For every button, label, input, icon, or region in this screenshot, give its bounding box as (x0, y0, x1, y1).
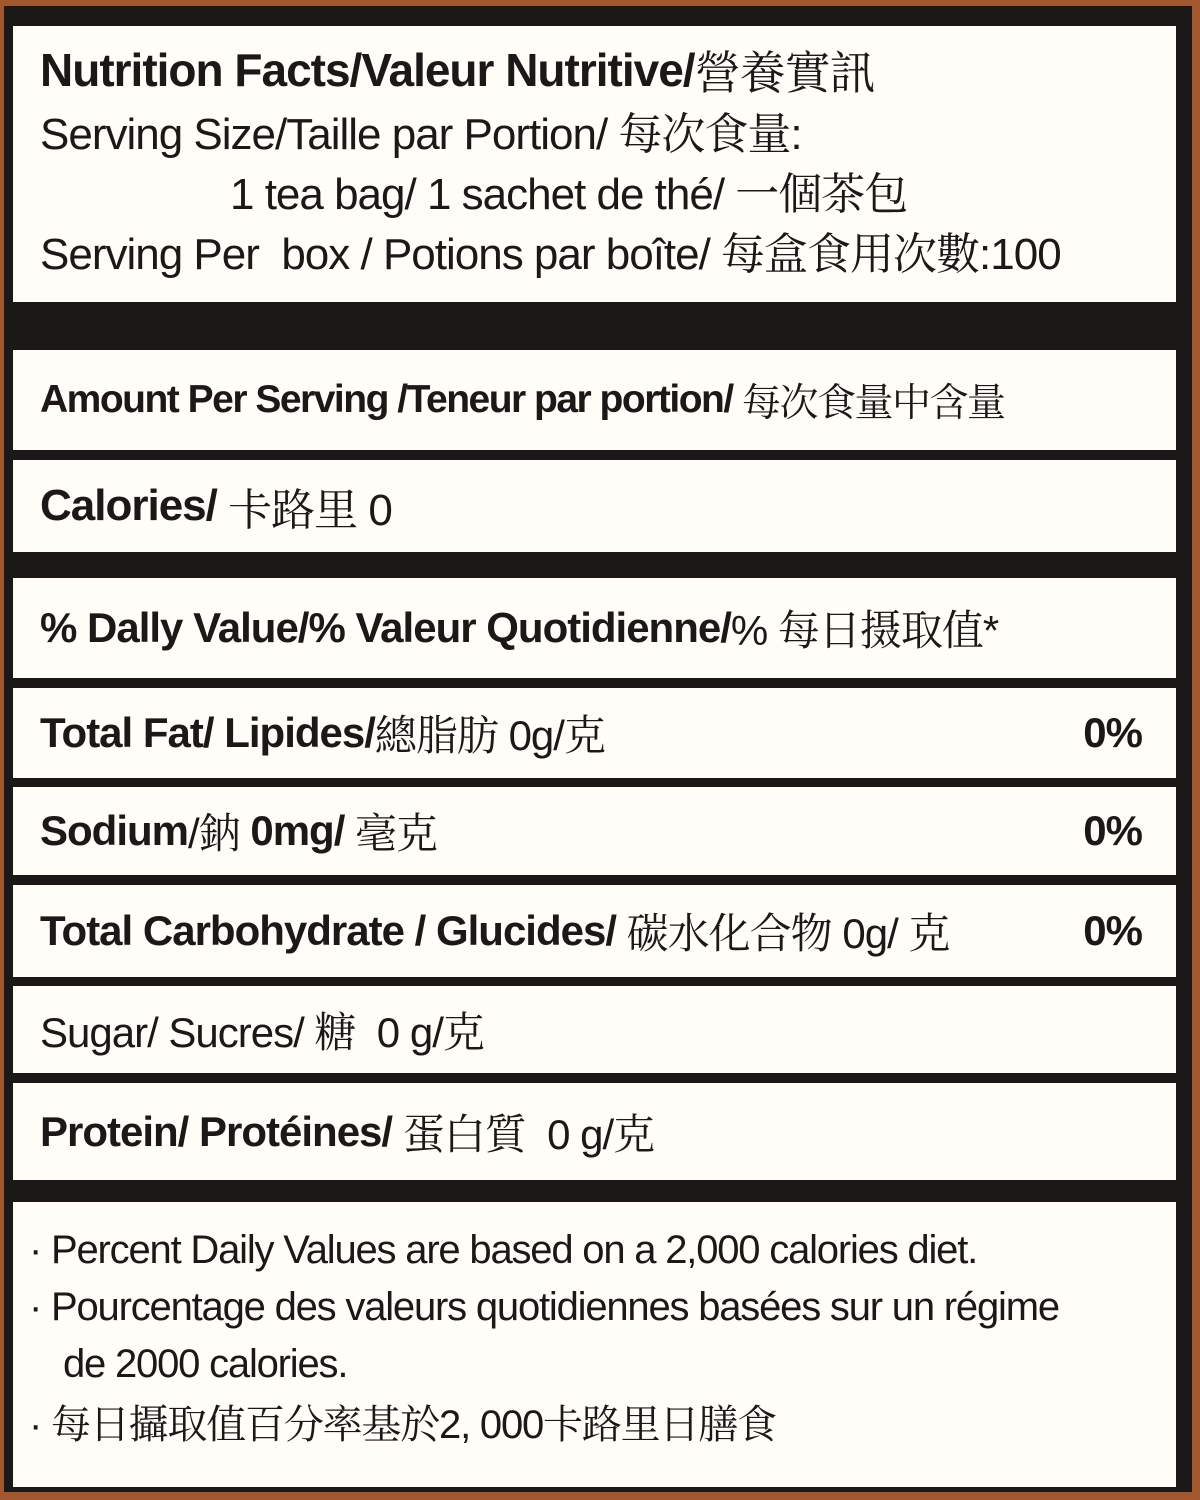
serving-size-line: Serving Size/Taille par Portion/ 每次食量: (40, 110, 802, 159)
total-carbohydrate-row: Total Carbohydrate / Glucides/ 碳水化合物 0g/ 克 0% (40, 907, 1142, 957)
sodium-section (13, 787, 1176, 875)
total-fat-section (13, 688, 1176, 778)
calories-row: Calories/ 卡路里 0 (40, 481, 392, 535)
daily-value-header-section (13, 578, 1176, 678)
footnotes-section (13, 1202, 1176, 1487)
protein-row: Protein/ Protéines/ 蛋白質 0 g/克 (40, 1107, 655, 1158)
total-fat-row: Total Fat/ Lipides/ 總脂肪 0g/克 0% (40, 709, 1142, 759)
footnote-percent-daily-values-zh: · 每日攝取值百分率基於2, 000卡路里日膳食 (29, 1403, 776, 1447)
protein-section (13, 1083, 1176, 1180)
amount-per-serving-section (13, 350, 1176, 450)
footnote-percent-daily-values-fr-cont: de 2000 calories. (63, 1342, 348, 1386)
footnote-percent-daily-values-fr: · Pourcentage des valeurs quotidiennes basées sur un régime (29, 1285, 1059, 1329)
sodium-row: Sodium /鈉 0mg/ 毫克 0% (40, 807, 1142, 857)
sugar-row: Sugar/ Sucres/ 糖 0 g/克 (40, 1008, 484, 1056)
header-section (13, 26, 1176, 302)
total-carbohydrate-section (13, 885, 1176, 977)
title-text-zh: 營養實訊 (694, 47, 875, 99)
total-carbohydrate-daily-value: 0% (1083, 907, 1142, 954)
servings-per-box-line: Serving Per box / Potions par boîte/ 每盒食用次數:100 (40, 230, 1061, 279)
amount-per-serving-row: Amount Per Serving /Teneur par portion/ 每次食量中含量 (40, 378, 1005, 425)
label-title (40, 40, 1156, 100)
serving-size-value: 1 tea bag/ 1 sachet de thé/ 一個茶包 (230, 170, 908, 219)
title-text-en-fr: Nutrition Facts/Valeur Nutritive/ (40, 44, 695, 96)
sugar-section (13, 986, 1176, 1073)
daily-value-header-row: % Dally Value/% Valeur Quotidienne/ % 每日摄取值* (40, 604, 999, 654)
footnote-percent-daily-values-en: · Percent Daily Values are based on a 2,000 calories diet. (29, 1228, 978, 1272)
calories-section (13, 460, 1176, 552)
total-fat-daily-value: 0% (1083, 709, 1142, 756)
sodium-daily-value: 0% (1083, 807, 1142, 854)
